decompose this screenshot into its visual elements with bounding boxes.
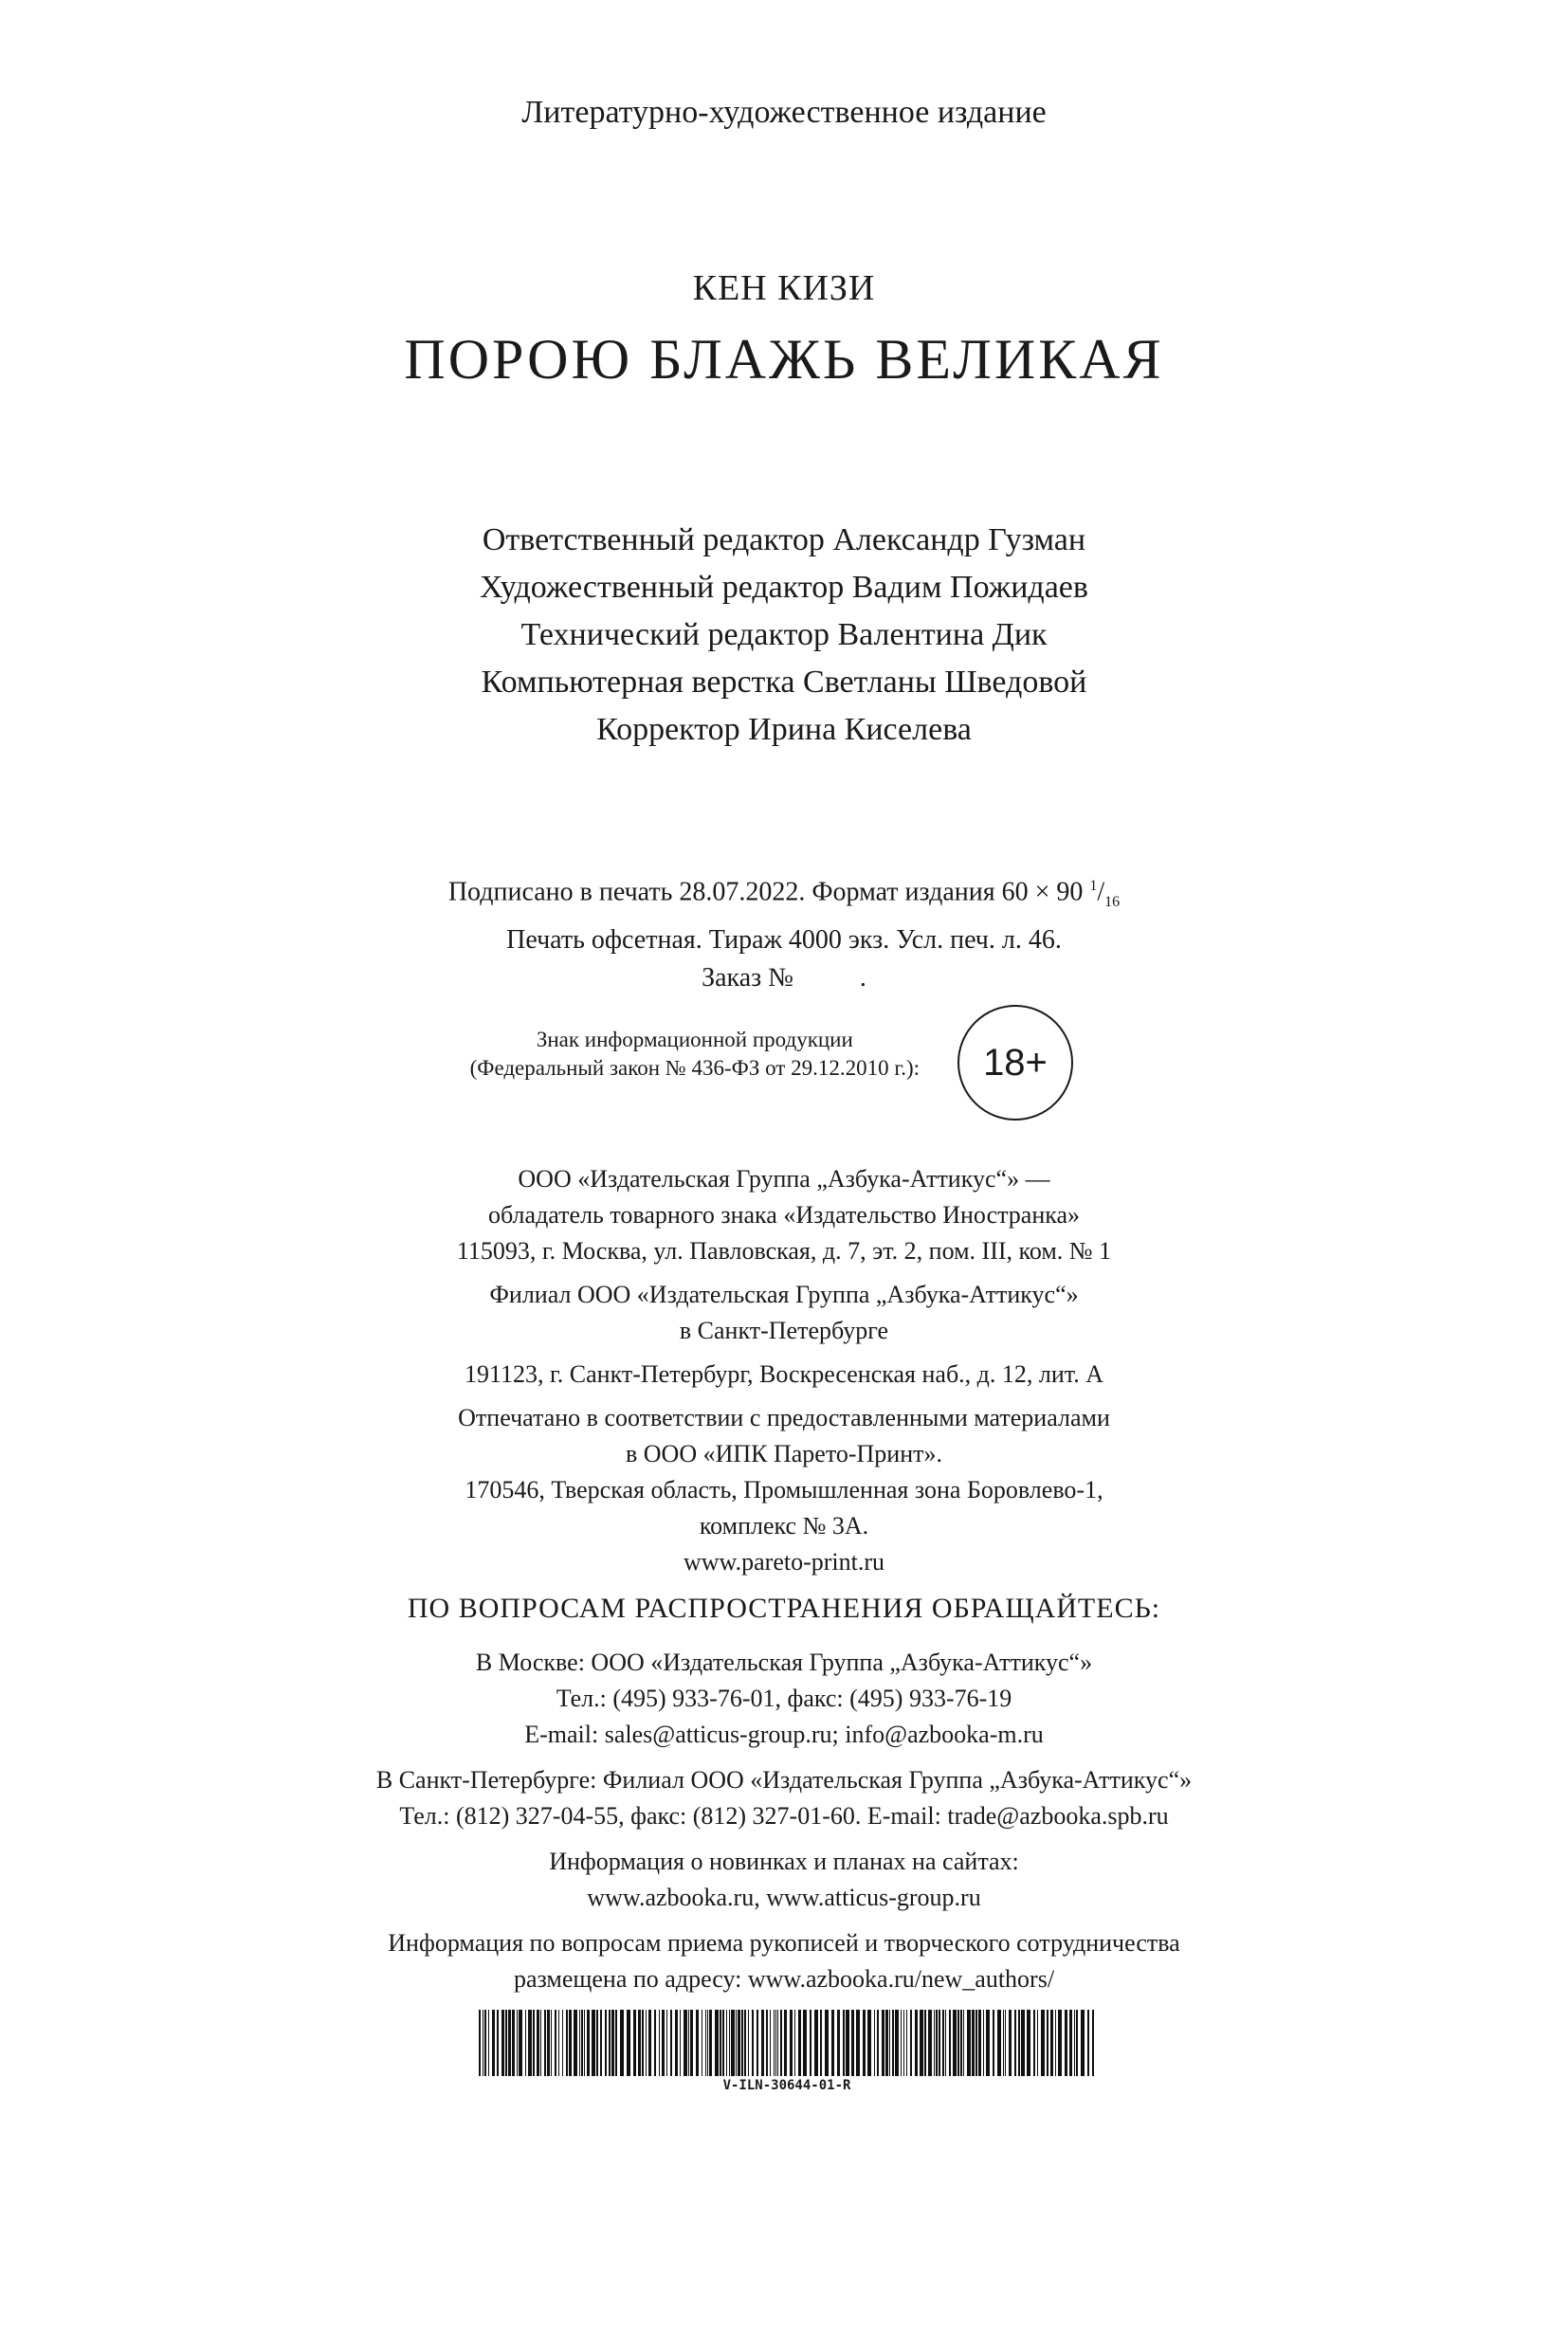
distribution-line: Тел.: (495) 933-76-01, факс: (495) 933-76-19 [556, 1685, 1012, 1712]
distribution-line: Информация по вопросам приема рукописей и творческого сотрудничества [388, 1929, 1180, 1957]
format-fraction-num: 1 [1089, 878, 1098, 894]
publisher-line: 191123, г. Санкт-Петербург, Воскресенская наб., д. 12, лит. А [465, 1360, 1103, 1388]
barcode-label: V-ILN-30644-01-R [722, 2078, 851, 2093]
publisher-info [0, 1161, 1568, 1580]
format-fraction-den: 16 [1104, 893, 1121, 910]
distribution-line: В Санкт-Петербурге: Филиал ООО «Издательская Группа „Азбука-Аттикус“» [375, 1766, 1193, 1794]
publisher-line: 170546, Тверская область, Промышленная зона Боровлево-1, [465, 1476, 1103, 1504]
publisher-line: в Санкт-Петербурге [679, 1317, 889, 1344]
publisher-line: в ООО «ИПК Парето-Принт». [625, 1440, 942, 1467]
publisher-line: ООО «Издательская Группа „Азбука-Аттикус“» — [518, 1165, 1050, 1193]
distribution-info [0, 1645, 1568, 1997]
credit-line: Технический редактор Валентина Дик [520, 617, 1048, 652]
print-info [0, 867, 1568, 997]
publisher-line: обладатель товарного знака «Издательство Иностранка» [487, 1201, 1081, 1229]
distribution-line: Информация о новинках и планах на сайтах: [549, 1848, 1019, 1875]
barcode-icon [479, 2010, 1095, 2076]
print-info-line: Печать офсетная. Тираж 4000 экз. Усл. печ. л. 46. [506, 924, 1062, 955]
book-title: ПОРОЮ БЛАЖЬ ВЕЛИКАЯ [404, 328, 1164, 391]
distribution-line: размещена по адресу: www.azbooka.ru/new_authors/ [513, 1965, 1055, 1993]
publisher-line: www.pareto-print.ru [683, 1548, 885, 1576]
publisher-line: Филиал ООО «Издательская Группа „Азбука-Аттикус“» [489, 1281, 1079, 1308]
distribution-line: www.azbooka.ru, www.atticus-group.ru [587, 1884, 981, 1911]
publisher-line: 115093, г. Москва, ул. Павловская, д. 7, эт. 2, пом. III, ком. № 1 [456, 1237, 1112, 1265]
publisher-line: комплекс № 3А. [699, 1512, 869, 1540]
age-rating-badge: 18+ [957, 1005, 1073, 1121]
age-label-line: (Федеральный закон № 436-ФЗ от 29.12.2010 г.): [469, 1056, 920, 1080]
credit-line: Компьютерная верстка Светланы Шведовой [481, 665, 1087, 700]
order-number-line: Заказ № . [702, 962, 866, 993]
credit-line: Художественный редактор Вадим Пожидаев [480, 570, 1088, 605]
print-info-line: Подписано в печать 28.07.2022. Формат издания 60 × 90 $^1/_{16}$ [447, 877, 1121, 910]
genre-label: Литературно-художественное издание [521, 95, 1047, 130]
author-name: КЕН КИЗИ [692, 268, 876, 308]
age-rating-block [408, 995, 1090, 1128]
credit-line: Ответственный редактор Александр Гузман [482, 522, 1086, 557]
barcode [479, 2010, 1095, 2093]
age-rating-label [470, 1026, 920, 1083]
credits-list [0, 517, 1568, 754]
distribution-line: Тел.: (812) 327-04-55, факс: (812) 327-01-60. E-mail: trade@azbooka.spb.ru [399, 1802, 1169, 1830]
print-format-text: Подписано в печать 28.07.2022. Формат издания 60 × 90 [447, 877, 1084, 907]
distribution-heading: ПО ВОПРОСАМ РАСПРОСТРАНЕНИЯ ОБРАЩАЙТЕСЬ: [407, 1593, 1161, 1624]
publisher-line: Отпечатано в соответствии с предоставленными материалами [458, 1404, 1110, 1431]
distribution-line: В Москве: ООО «Издательская Группа „Азбука-Аттикус“» [475, 1649, 1093, 1676]
credit-line: Корректор Ирина Киселева [596, 712, 972, 747]
distribution-line: E-mail: sales@atticus-group.ru; info@azbooka-m.ru [524, 1721, 1044, 1748]
age-label-line: Знак информационной продукции [536, 1028, 853, 1051]
